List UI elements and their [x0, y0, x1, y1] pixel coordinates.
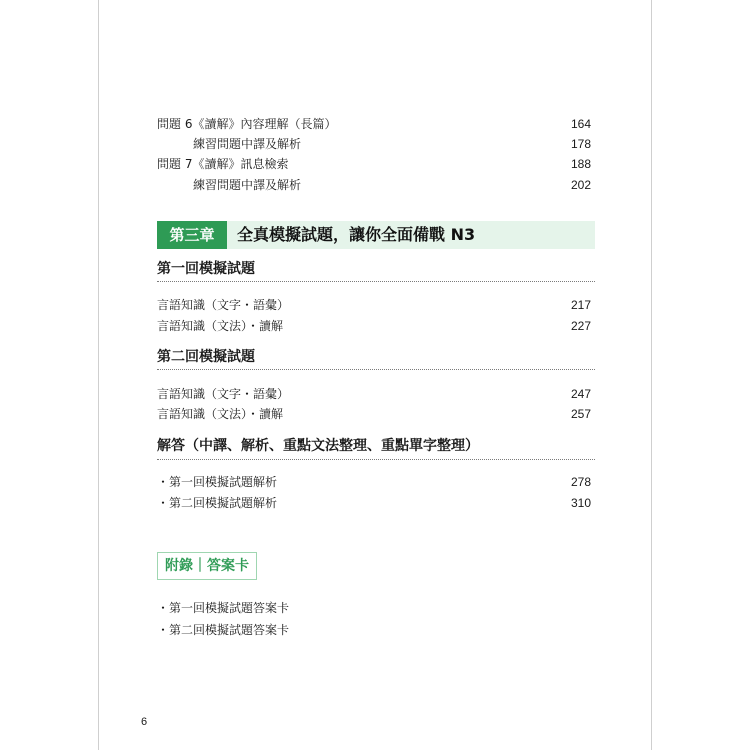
book-page	[98, 0, 652, 750]
toc-entry-page: 247	[570, 387, 591, 401]
toc-entry-page: 178	[570, 137, 591, 151]
toc-entry-page: 217	[570, 298, 591, 312]
toc-entry-label: 問題 7《讀解》訊息檢索	[157, 157, 289, 171]
toc-entry	[157, 295, 591, 315]
toc-entry	[157, 384, 591, 404]
toc-entry	[157, 114, 591, 134]
toc-entry-page: 278	[570, 475, 591, 489]
toc-entry-label: 言語知識（文字・語彙）	[157, 387, 290, 401]
toc-entry-label: ・第一回模擬試題答案卡	[157, 601, 290, 615]
toc-entry-page: 188	[570, 157, 591, 171]
page-number: 6	[141, 716, 148, 728]
toc-entry	[157, 493, 591, 513]
toc-entry-page: 310	[570, 496, 591, 510]
toc-entry	[157, 175, 591, 195]
toc-entry-label: 言語知識（文法）・讀解	[157, 319, 284, 333]
toc-entry-page: 227	[570, 319, 591, 333]
section-heading: 解答（中譯、解析、重點文法整理、重點單字整理）	[157, 438, 479, 454]
toc-entry	[157, 472, 591, 492]
dotted-divider	[157, 459, 595, 460]
toc-entry	[157, 598, 591, 618]
toc-entry-page: 164	[570, 117, 591, 131]
chapter-tag: 第三章	[157, 221, 227, 249]
toc-entry	[157, 620, 591, 640]
dotted-divider	[157, 369, 595, 370]
chapter-banner	[157, 221, 595, 249]
toc-entry-page: 257	[570, 407, 591, 421]
toc-entry	[157, 316, 591, 336]
toc-entry-label: 練習問題中譯及解析	[193, 178, 302, 192]
toc-entry-label: 言語知識（文法）・讀解	[157, 407, 284, 421]
toc-entry	[157, 134, 591, 154]
toc-entry-label: ・第二回模擬試題答案卡	[157, 623, 290, 637]
toc-entry-label: ・第一回模擬試題解析	[157, 475, 278, 489]
toc-entry-label: 言語知識（文字・語彙）	[157, 298, 290, 312]
section-heading: 第一回模擬試題	[157, 261, 255, 277]
appendix-tag: 附錄｜答案卡	[157, 552, 257, 580]
toc-entry	[157, 154, 591, 174]
toc-entry-label: 問題 6《讀解》內容理解（長篇）	[157, 117, 337, 131]
toc-entry-label: ・第二回模擬試題解析	[157, 496, 278, 510]
toc-entry-label: 練習問題中譯及解析	[193, 137, 302, 151]
dotted-divider	[157, 281, 595, 282]
section-heading: 第二回模擬試題	[157, 349, 255, 365]
toc-entry-page: 202	[570, 178, 591, 192]
toc-entry	[157, 404, 591, 424]
chapter-title: 全真模擬試題，讓你全面備戰 N3	[237, 225, 476, 244]
